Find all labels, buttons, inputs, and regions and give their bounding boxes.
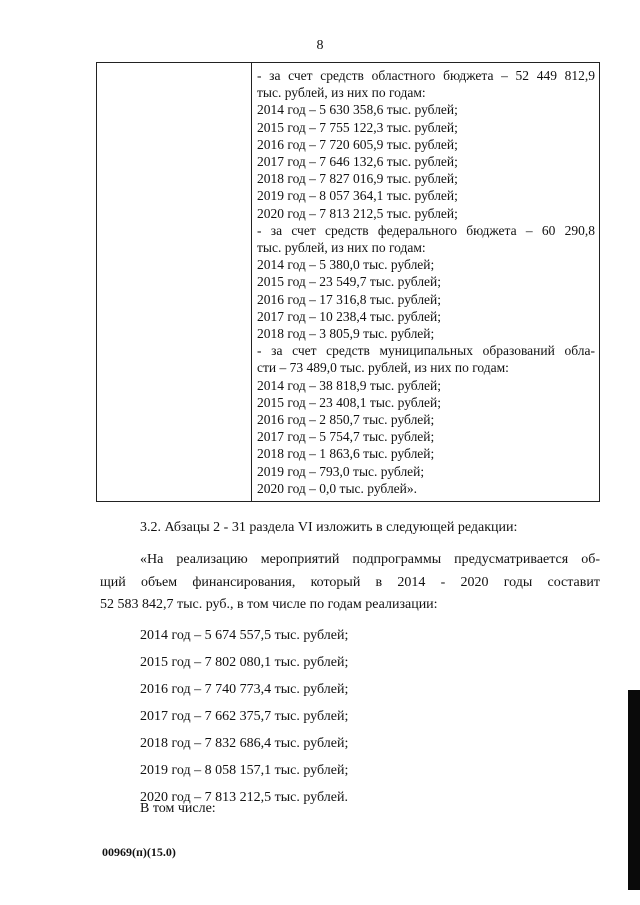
year-line: 2020 год – 7 813 212,5 тыс. рублей. [140, 790, 348, 805]
table-line: 2017 год – 10 238,4 тыс. рублей; [257, 308, 442, 324]
table-line: 2014 год – 5 630 358,6 тыс. рублей; [257, 102, 458, 118]
table-line: тыс. рублей, из них по годам: [257, 85, 426, 101]
paragraph-line: 52 583 842,7 тыс. руб., в том числе по годам реализации: [100, 597, 438, 612]
table-column-divider [251, 63, 252, 501]
table-line: - за счет средств муниципальных образований обла- [257, 343, 595, 359]
table-line: 2019 год – 793,0 тыс. рублей; [257, 463, 425, 479]
table-line: 2017 год – 7 646 132,6 тыс. рублей; [257, 154, 458, 170]
scan-edge-bar [628, 690, 640, 890]
table-line: сти – 73 489,0 тыс. рублей, из них по годам: [257, 360, 509, 376]
table-line: тыс. рублей, из них по годам: [257, 240, 426, 256]
table-line: - за счет средств областного бюджета – 52 449 812,9 [257, 68, 595, 83]
table-line: 2018 год – 7 827 016,9 тыс. рублей; [257, 171, 458, 187]
table-line: 2020 год – 0,0 тыс. рублей». [257, 480, 418, 496]
section-heading-text: 3.2. Абзацы 2 - 31 раздела VI изложить в следующей редакции: [140, 520, 518, 535]
table-line: 2014 год – 38 818,9 тыс. рублей; [257, 377, 442, 393]
table-cell-funding-details [257, 67, 595, 497]
page-number: 8 [316, 38, 324, 53]
table-line: 2016 год – 17 316,8 тыс. рублей; [257, 291, 442, 307]
funding-table [96, 62, 600, 502]
year-line: 2018 год – 7 832 686,4 тыс. рублей; [140, 736, 349, 751]
year-line: 2015 год – 7 802 080,1 тыс. рублей; [140, 655, 349, 670]
table-line: - за счет средств федерального бюджета – 60 290,8 [257, 222, 595, 238]
tail-text: В том числе: [140, 801, 216, 816]
table-line: 2016 год – 2 850,7 тыс. рублей; [257, 412, 435, 428]
table-line: 2015 год – 7 755 122,3 тыс. рублей; [257, 119, 458, 135]
year-list [140, 622, 348, 811]
table-line: 2020 год – 7 813 212,5 тыс. рублей; [257, 205, 458, 221]
funding-paragraph [100, 549, 600, 617]
year-line: 2014 год – 5 674 557,5 тыс. рублей; [140, 628, 349, 643]
table-line: 2019 год – 8 057 364,1 тыс. рублей; [257, 188, 458, 204]
paragraph-line: «На реализацию мероприятий подпрограммы предусматривается об- [140, 552, 600, 567]
table-line: 2014 год – 5 380,0 тыс. рублей; [257, 257, 435, 273]
table-line: 2016 год – 7 720 605,9 тыс. рублей; [257, 136, 458, 152]
table-line: 2018 год – 3 805,9 тыс. рублей; [257, 326, 435, 342]
year-line: 2016 год – 7 740 773,4 тыс. рублей; [140, 682, 349, 697]
document-code: 00969(п)(15.0) [102, 845, 176, 859]
table-line: 2015 год – 23 408,1 тыс. рублей; [257, 394, 442, 410]
paragraph-line: щий объем финансирования, который в 2014 - 2020 годы составит [100, 574, 600, 590]
year-line: 2017 год – 7 662 375,7 тыс. рублей; [140, 709, 349, 724]
table-line: 2015 год – 23 549,7 тыс. рублей; [257, 274, 442, 290]
section-heading [100, 520, 600, 536]
table-line: 2017 год – 5 754,7 тыс. рублей; [257, 429, 435, 445]
year-line: 2019 год – 8 058 157,1 тыс. рублей; [140, 763, 349, 778]
table-line: 2018 год – 1 863,6 тыс. рублей; [257, 446, 435, 462]
